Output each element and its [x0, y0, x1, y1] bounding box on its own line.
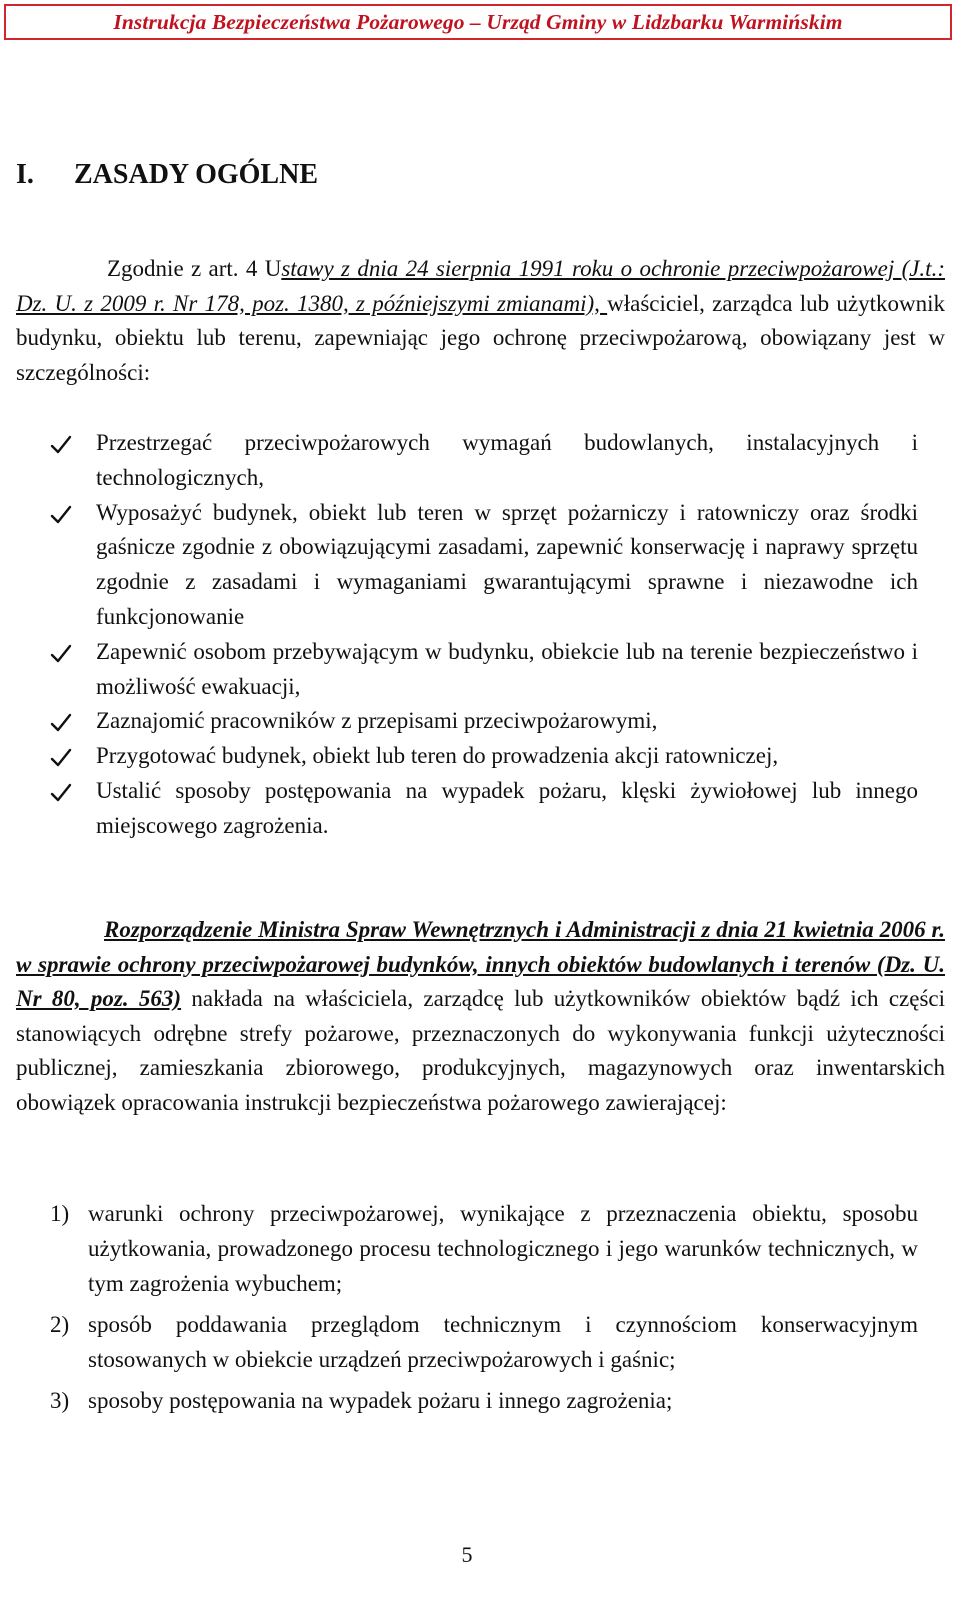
requirement-number: 1) — [50, 1201, 70, 1226]
obligation-item — [50, 774, 918, 844]
requirement-text: sposób poddawania przeglądom technicznym i czynnościom konserwacyjnym stosowanych w obiekcie urządzeń przeciwpożarowych i gaśnic; — [88, 1312, 918, 1372]
section-title: ZASADY OGÓLNE — [74, 159, 319, 190]
regulation-reference: Rozporządzenie Ministra Spraw Wewnętrznych i Administracji z dnia 21 kwietnia 2006 r. w sprawie ochrony przeciwpożarowej budynków, innych obiektów budowlanych i terenów (Dz. U. Nr 80, poz. 563) — [16, 917, 945, 1011]
obligation-text: Wyposażyć budynek, obiekt lub teren w sprzęt pożarniczy i ratowniczy oraz środki gaśnicze zgodnie z obowiązującymi zasadami, zapewnić konserwację i naprawy sprzętu zgodnie z zasadami i wymaganiami gwarantującymi sprawne i niezawodne ich funkcjonowanie — [96, 499, 918, 629]
intro-paragraph — [16, 252, 945, 390]
checkmark-icon — [50, 644, 72, 664]
section-number: I. — [16, 159, 34, 190]
checkmark-icon — [50, 713, 72, 733]
obligation-item — [50, 426, 918, 496]
obligation-text: Zaznajomić pracowników z przepisami przeciwpożarowymi, — [96, 708, 658, 734]
requirement-text: warunki ochrony przeciwpożarowej, wynikające z przeznaczenia obiektu, sposobu użytkowania, prowadzonego procesu technologicznego i jego warunków technicznych, w tym zagrożenia wybuchem; — [88, 1201, 918, 1296]
requirement-item — [50, 1307, 918, 1377]
checkmark-icon — [50, 505, 72, 525]
section-heading — [16, 159, 318, 191]
obligation-text: Przestrzegać przeciwpożarowych wymagań budowlanych, instalacyjnych i technologicznych, — [96, 430, 918, 490]
requirements-list — [50, 1196, 918, 1424]
law-reference: stawy z dnia 24 sierpnia 1991 roku o ochronie przeciwpożarowej (J.t.: Dz. U. z 2009 r. Nr 178, poz. 1380, z późniejszymi zmianami), — [16, 256, 945, 316]
requirement-number: 3) — [50, 1388, 70, 1413]
page-number: 5 — [461, 1542, 473, 1567]
obligation-item — [50, 496, 918, 635]
requirement-number: 2) — [50, 1312, 70, 1337]
obligation-text: Ustalić sposoby postępowania na wypadek pożaru, klęski żywiołowej lub innego miejscowego zagrożenia. — [96, 777, 918, 838]
requirement-item — [50, 1383, 918, 1418]
intro-rest: właściciel, zarządca lub użytkownik budynku, obiektu lub terenu, zapewniając jego ochronę przeciwpożarową, obowiązany jest w szczególności: — [16, 290, 945, 385]
obligation-text: Zapewnić osobom przebywającym w budynku, obiekcie lub na terenie bezpieczeństwo i możliwość ewakuacji, — [96, 638, 918, 699]
checkmark-icon — [50, 748, 72, 768]
obligation-text: Przygotować budynek, obiekt lub teren do prowadzenia akcji ratowniczej, — [96, 743, 779, 769]
obligation-item — [50, 739, 918, 774]
obligation-item — [50, 635, 918, 705]
requirement-text: sposoby postępowania na wypadek pożaru i innego zagrożenia; — [88, 1388, 673, 1413]
regulation-paragraph — [16, 913, 945, 1120]
obligation-item — [50, 704, 918, 739]
requirement-item — [50, 1196, 918, 1301]
document-header — [4, 4, 952, 40]
header-title: Instrukcja Bezpieczeństwa Pożarowego – Urząd Gminy w Lidzbarku Warmińskim — [113, 9, 843, 34]
regulation-rest: nakłada na właściciela, zarządcę lub użytkowników obiektów bądź ich części stanowiących odrębne strefy pożarowe, przeznaczonych do wykonywania funkcji użyteczności publicznej, zamieszkania zbiorowego, produkcyjnych, magazynowych oraz inwentarskich obowiązek opracowania instrukcji bezpieczeństwa pożarowego zawierającej: — [16, 986, 946, 1115]
obligations-list — [50, 426, 918, 844]
checkmark-icon — [50, 435, 72, 455]
checkmark-icon — [50, 783, 72, 803]
intro-lead: Zgodnie z art. 4 U — [107, 256, 282, 281]
